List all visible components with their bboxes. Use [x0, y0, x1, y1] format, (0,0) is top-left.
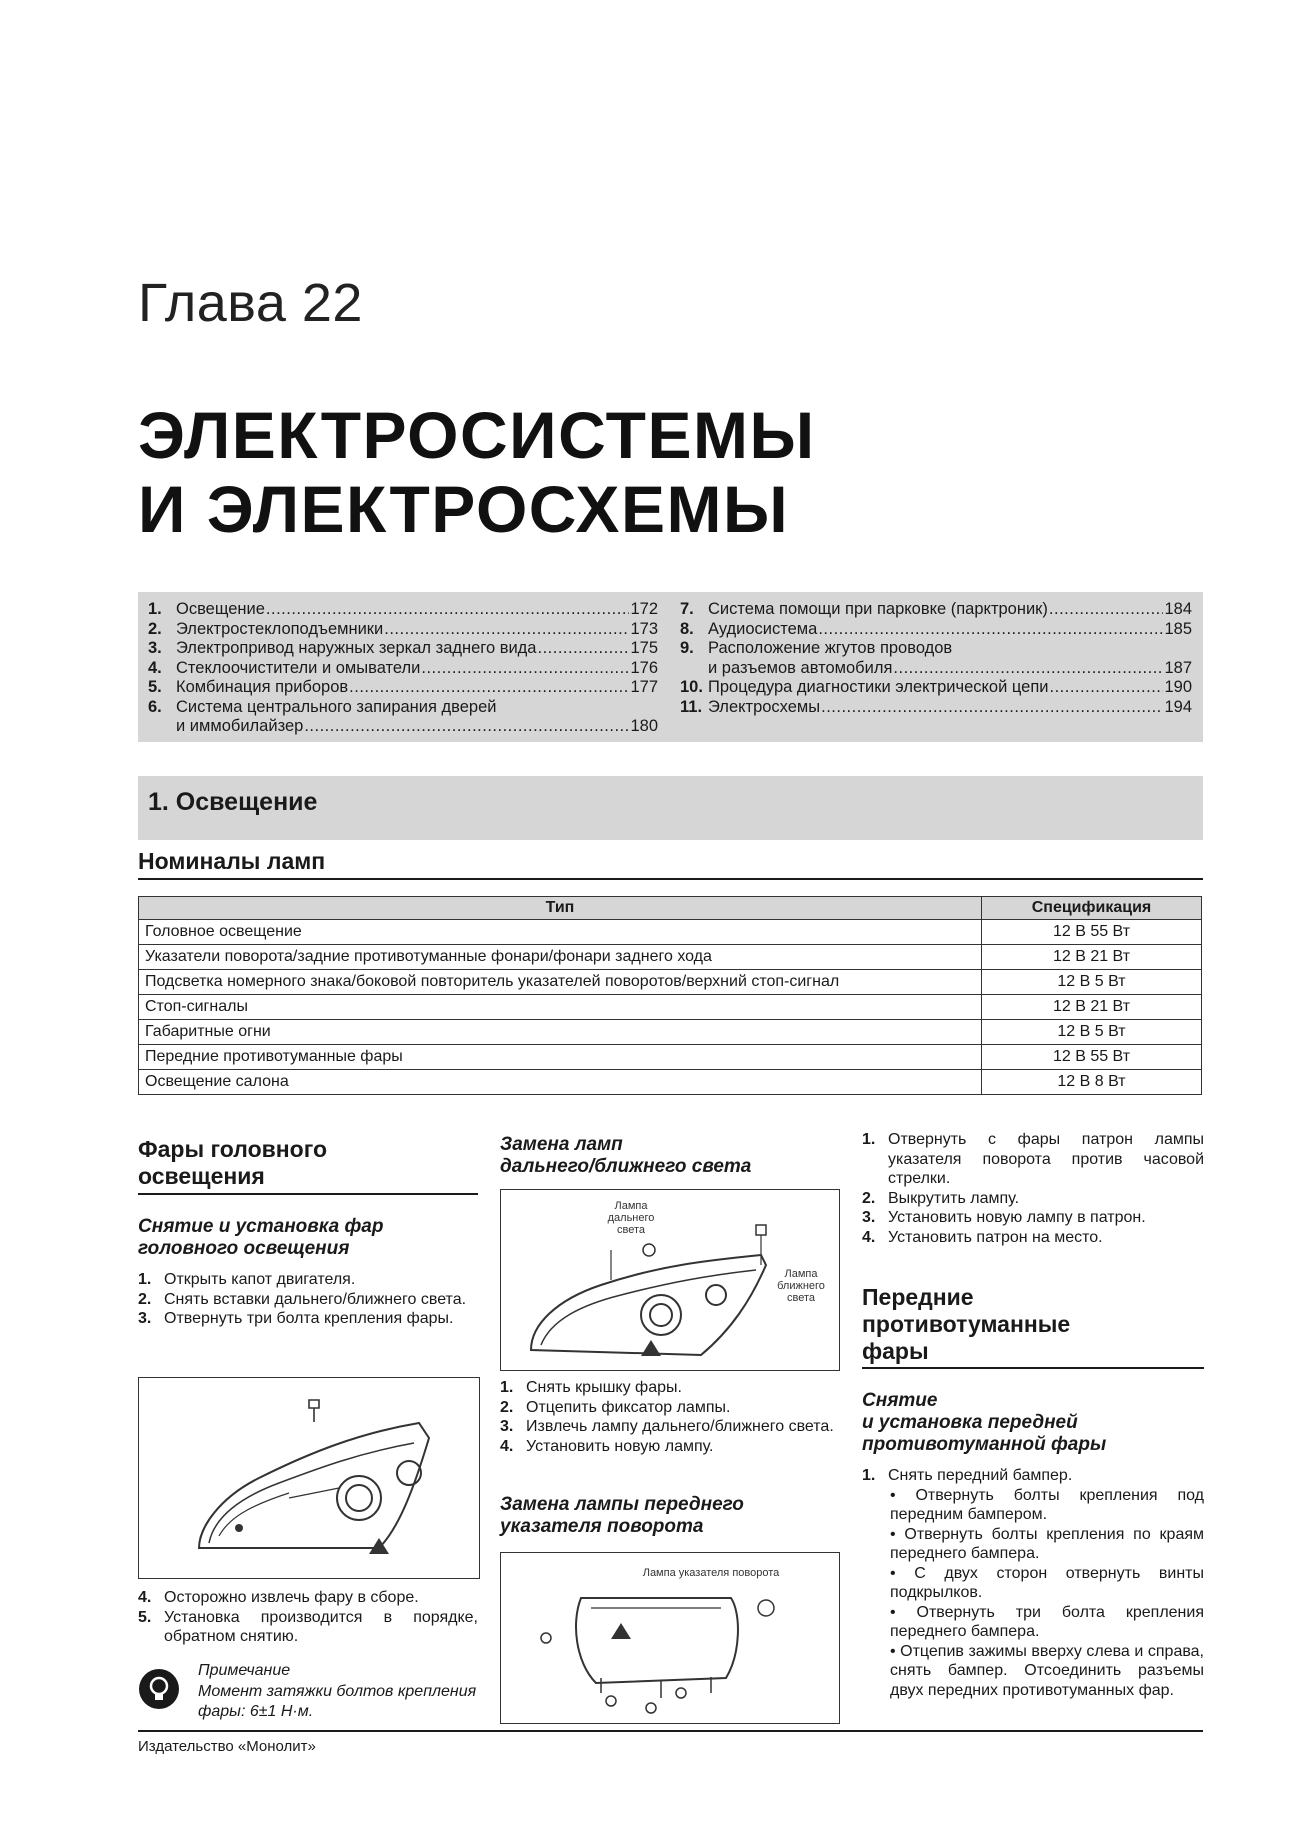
subheading-line: указателя поворота	[500, 1516, 704, 1537]
table-row	[139, 995, 1202, 1020]
table-header-row	[139, 897, 1202, 920]
headlight-figure	[138, 1377, 480, 1579]
toc-num: 9.	[680, 639, 694, 657]
list-item: 3. Отвернуть три болта крепления фары.	[138, 1310, 454, 1327]
subheading-line: и установка передней	[862, 1412, 1078, 1433]
section-header	[138, 776, 1203, 840]
fog-lights-subheading	[862, 1390, 1204, 1456]
list-item: 4. Установить новую лампу.	[500, 1437, 714, 1455]
bulb-figure	[500, 1189, 840, 1371]
lamp-specs-table	[138, 896, 1202, 1095]
subheading-line: противотуманной фары	[862, 1434, 1107, 1455]
headlight-drawing	[139, 1378, 479, 1578]
heading-line: освещения	[138, 1163, 265, 1189]
list-item: 4. Осторожно извлечь фару в сборе.	[138, 1589, 419, 1606]
list-item: 4. Установить патрон на место.	[862, 1228, 1103, 1246]
toc-item[interactable]	[148, 600, 658, 620]
table-row	[139, 1070, 1202, 1095]
toc-item[interactable]	[680, 600, 1192, 620]
toc-label: Аудиосистема	[708, 619, 818, 638]
list-item: 2. Отцепить фиксатор лампы.	[500, 1398, 731, 1416]
table-row	[139, 970, 1202, 995]
toc-item[interactable]	[148, 639, 658, 659]
subheading-line: Замена ламп	[500, 1134, 623, 1155]
toc-label: Комбинация приборов	[176, 678, 349, 696]
bulb-steps	[500, 1378, 838, 1456]
lamp-spec: 12 В 5 Вт	[982, 970, 1202, 995]
subheading-line: Снятие	[862, 1390, 938, 1411]
table-row	[139, 1045, 1202, 1070]
heading-line: фары	[862, 1338, 929, 1364]
fog-lights-steps	[862, 1466, 1204, 1700]
chapter-title-line-1: ЭЛЕКТРОСИСТЕМЫ	[138, 398, 816, 472]
toc-item[interactable]	[148, 620, 658, 640]
subheading-line: головного освещения	[138, 1238, 350, 1259]
toc-page: 187	[1164, 658, 1192, 677]
toc-page: 173	[630, 619, 658, 638]
publisher: Издательство «Монолит»	[138, 1738, 316, 1755]
table-row	[139, 1020, 1202, 1045]
footer-divider	[138, 1730, 1203, 1732]
headlight-steps-a	[138, 1270, 478, 1329]
lamp-spec: 12 В 55 Вт	[982, 1045, 1202, 1070]
chapter-title	[138, 398, 816, 546]
list-item: 1. Открыть капот двигателя.	[138, 1271, 356, 1288]
table-row	[139, 945, 1202, 970]
lamp-spec: 12 В 21 Вт	[982, 945, 1202, 970]
toc-num: 6.	[148, 697, 162, 716]
lamp-spec: 12 В 8 Вт	[982, 1070, 1202, 1095]
table-row	[139, 920, 1202, 945]
lamp-type: Подсветка номерного знака/боковой повторитель указателей поворотов/верхний стоп-сигнал	[139, 970, 982, 995]
list-item: 5. Установка производится в порядке, обратном снятию.	[138, 1608, 478, 1645]
toc-num: 3.	[148, 639, 162, 657]
toc-page: 175	[630, 639, 658, 657]
column-header-type: Тип	[139, 897, 982, 920]
toc-item-continued[interactable]	[148, 717, 658, 737]
toc-page: 194	[1164, 697, 1192, 716]
toc-page: 177	[630, 678, 658, 696]
toc-page: 180	[630, 717, 658, 735]
figure-label-turn-signal-bulb: Лампа указателя поворота	[642, 1567, 780, 1579]
list-item: 1. Снять передний бампер.	[862, 1467, 1073, 1484]
toc-label: и разъемов автомобиля	[708, 658, 893, 677]
toc-item[interactable]	[148, 678, 658, 698]
list-item: 3. Установить новую лампу в патрон.	[862, 1209, 1146, 1226]
note-title: Примечание	[198, 1662, 291, 1679]
fog-lights-heading	[862, 1284, 1204, 1365]
toc-label: Система помощи при парковке (парктроник)	[708, 600, 1048, 618]
lamp-type: Стоп-сигналы	[139, 995, 982, 1020]
list-item: 1. Отвернуть с фары патрон лампы указателя поворота против часовой стрелки.	[862, 1131, 1204, 1187]
list-item: 2. Снять вставки дальнего/ближнего света.	[138, 1290, 467, 1308]
bullet-item: • Отцепив зажимы вверху слева и справа, снять бампер. Отсоединить разъемы двух передних противотуманных фар.	[890, 1642, 1204, 1699]
toc-page: 184	[1164, 600, 1192, 618]
toc-label: Расположение жгутов проводов	[708, 639, 953, 657]
toc-item[interactable]	[680, 678, 1192, 698]
lamps-heading: Номиналы ламп	[138, 848, 326, 874]
toc-item[interactable]	[680, 620, 1192, 640]
toc-label: Электропривод наружных зеркал заднего вида	[176, 639, 537, 657]
toc-label: Стеклоочистители и омыватели	[176, 658, 421, 677]
toc-page: 185	[1164, 619, 1192, 638]
toc-num: 7.	[680, 600, 694, 618]
list-item: 1. Снять крышку фары.	[500, 1379, 682, 1396]
toc-item[interactable]	[148, 659, 658, 679]
toc-item[interactable]	[680, 698, 1192, 718]
toc-item-continued[interactable]	[680, 659, 1192, 679]
toc-page: 190	[1164, 678, 1192, 696]
lamp-type: Освещение салона	[139, 1070, 982, 1095]
lamp-type: Передние противотуманные фары	[139, 1045, 982, 1070]
note-text: Момент затяжки болтов крепления фары: 6±1 Н·м.	[198, 1683, 477, 1720]
toc-right-column	[680, 600, 1192, 717]
headlights-subheading	[138, 1216, 478, 1260]
toc-num: 5.	[148, 678, 162, 696]
toc-label: Электростеклоподъемники	[176, 619, 384, 638]
lamp-type: Габаритные огни	[139, 1020, 982, 1045]
bullet-item: • Отвернуть три болта крепления переднего бампера.	[890, 1603, 1204, 1640]
lamp-spec: 12 В 21 Вт	[982, 995, 1202, 1020]
turn-signal-heading	[500, 1494, 840, 1538]
lamp-type: Указатели поворота/задние противотуманные фонари/фонари заднего хода	[139, 945, 982, 970]
note-box	[138, 1662, 478, 1722]
subheading-line: Замена лампы переднего	[500, 1494, 744, 1515]
column-header-spec: Спецификация	[982, 897, 1202, 920]
subheading-line: Снятие и установка фар	[138, 1216, 384, 1237]
toc-num: 10.	[680, 678, 703, 696]
list-item: 2. Выкрутить лампу.	[862, 1189, 1020, 1207]
note-lightbulb-icon	[138, 1668, 180, 1710]
toc-item[interactable]	[680, 639, 1192, 659]
bullet-item: • Отвернуть болты крепления под передним бампером.	[890, 1486, 1204, 1523]
heading-line: Передние	[862, 1284, 974, 1310]
section-title: 1. Освещение	[148, 788, 318, 816]
lamp-spec: 12 В 55 Вт	[982, 920, 1202, 945]
divider	[862, 1367, 1204, 1369]
toc-label: Процедура диагностики электрической цепи	[708, 678, 1049, 696]
lamp-spec: 12 В 5 Вт	[982, 1020, 1202, 1045]
subheading-line: дальнего/ближнего света	[500, 1156, 752, 1177]
toc-item[interactable]	[148, 698, 658, 718]
toc-page: 172	[630, 600, 658, 618]
divider	[138, 878, 1203, 880]
bullet-item: • С двух сторон отвернуть винты подкрылков.	[890, 1564, 1204, 1601]
lamp-type: Головное освещение	[139, 920, 982, 945]
figure-label-low-beam: Лампа ближнего света	[777, 1268, 825, 1304]
chapter-title-line-2: И ЭЛЕКТРОСХЕМЫ	[138, 472, 790, 546]
toc-num: 2.	[148, 619, 162, 638]
headlight-steps-b	[138, 1588, 478, 1647]
toc-label: Освещение	[176, 600, 265, 618]
table-of-contents	[138, 592, 1203, 742]
turn-signal-steps	[862, 1130, 1204, 1247]
toc-num: 1.	[148, 600, 162, 618]
heading-line: Фары головного	[138, 1136, 328, 1162]
toc-label: Электросхемы	[708, 697, 821, 716]
toc-left-column	[148, 600, 658, 737]
heading-line: противотуманные	[862, 1311, 1071, 1337]
toc-num: 11.	[680, 697, 703, 716]
list-item: 3. Извлечь лампу дальнего/ближнего света.	[500, 1418, 834, 1435]
toc-label: и иммобилайзер	[176, 717, 304, 735]
toc-label: Система центрального запирания дверей	[176, 697, 497, 716]
turn-signal-figure	[500, 1552, 840, 1724]
figure-label-high-beam: Лампа дальнего света	[607, 1200, 655, 1236]
toc-page: 176	[630, 658, 658, 677]
bullet-item: • Отвернуть болты крепления по краям переднего бампера.	[890, 1525, 1204, 1562]
divider	[138, 1193, 478, 1195]
chapter-number: Глава 22	[138, 273, 363, 333]
toc-num: 8.	[680, 619, 694, 638]
bulb-replace-heading	[500, 1134, 840, 1178]
headlights-heading	[138, 1136, 478, 1190]
toc-num: 4.	[148, 658, 162, 677]
